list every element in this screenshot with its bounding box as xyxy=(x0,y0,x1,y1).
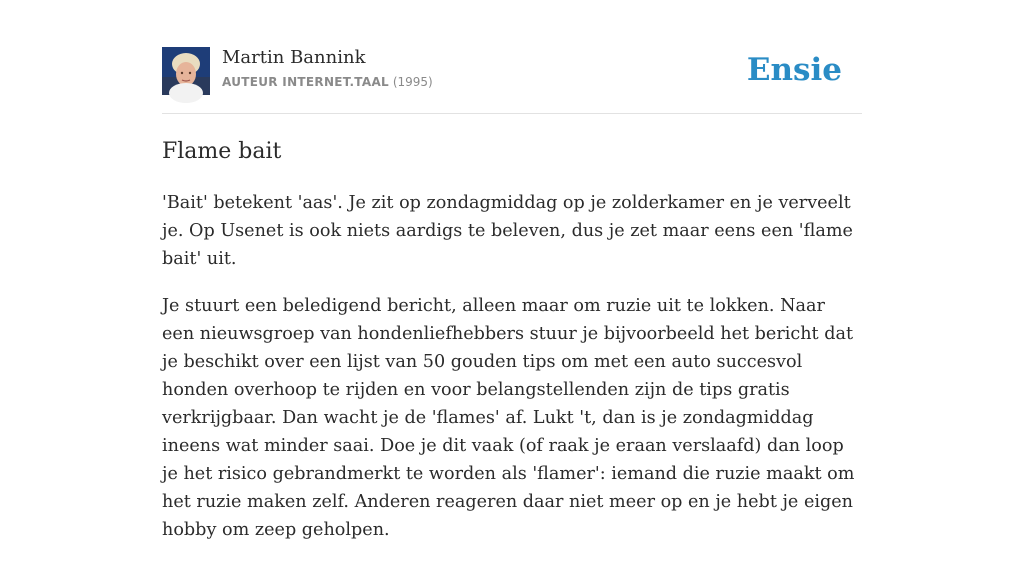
author-role: AUTEUR INTERNET.TAAL xyxy=(222,75,389,89)
author-header xyxy=(162,46,862,96)
entry-paragraph: 'Bait' betekent 'aas'. Je zit op zondagmiddag op je zolderkamer en je verveelt je. Op Usenet is ook niets aardigs te beleven, dus je zet maar eens een 'flame bait' uit. xyxy=(162,193,853,269)
entry-paragraph: Je stuurt een beledigend bericht, alleen maar om ruzie uit te lokken. Naar een nieuwsgroep van hondenliefhebbers stuur je bijvoorbeeld het bericht dat je beschikt over een lijst van 50 gouden tips om met een auto succesvol honden overhoop te rijden en voor belangstellenden zijn de tips gratis verkrijgbaar. Dan wacht je de 'flames' af. Lukt 't, dan is je zondagmiddag ineens wat minder saai. Doe je dit vaak (of raak je eraan verslaafd) dan loop je het risico gebrandmerkt te worden als 'flamer': iemand die ruzie maakt om het ruzie maken zelf. Anderen reageren daar niet meer op en je hebt je eigen hobby om zeep geholpen. xyxy=(162,296,855,540)
entry-card xyxy=(162,0,862,540)
entry-title: Flame bait xyxy=(162,139,282,164)
ensie-logo-link[interactable]: Ensie xyxy=(746,52,842,88)
author-year: (1995) xyxy=(392,75,433,89)
author-meta xyxy=(222,74,433,90)
entry-body xyxy=(162,189,862,563)
author-name[interactable]: Martin Bannink xyxy=(222,47,366,68)
header-divider xyxy=(162,113,862,114)
author-portrait-icon xyxy=(162,47,210,95)
author-avatar[interactable] xyxy=(162,47,210,95)
